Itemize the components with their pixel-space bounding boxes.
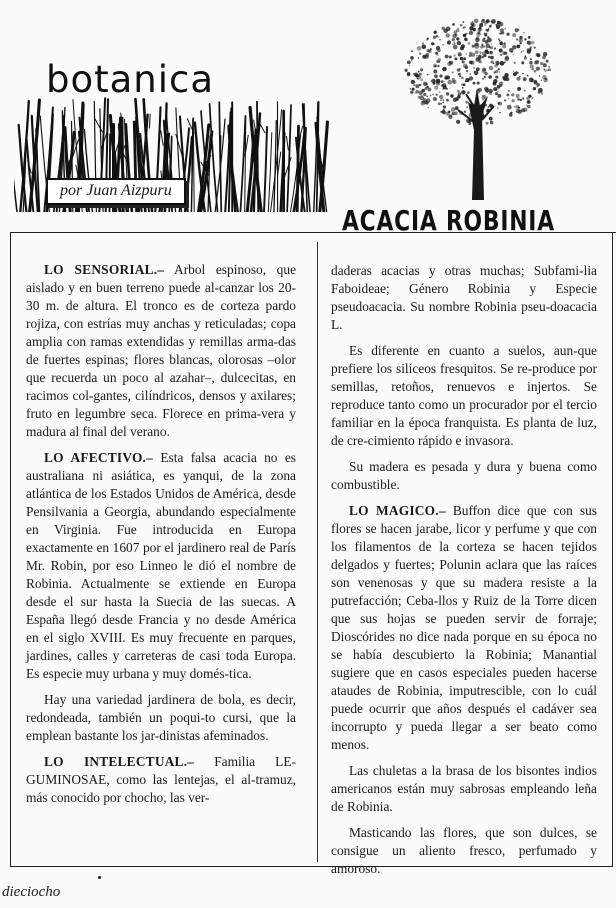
ink-dot	[98, 876, 101, 879]
frame-top-rule	[10, 232, 616, 233]
paragraph-variedad: Hay una variedad jardinera de bola, es decir, redondeada, también un poqui-to cursi, que la emplean bastante los jar-dinistas afeminados.	[26, 692, 296, 743]
byline: por Juan Aizpuru	[46, 178, 186, 205]
paragraph-suelos: Es diferente en cuanto a suelos, aun-que prefiere los silíceos fresquitos. Se re-produce por semillas, retoños, renuevos e injertos. Se reproduce tanto como un procurador por el tercio familiar en la época franquista. Es planta de luz, de cre-cimiento rápido e invasora.	[331, 343, 597, 448]
paragraph-magico	[331, 502, 597, 754]
paragraph-intelectual	[26, 753, 296, 807]
text-afectivo: Esta falsa acacia no es australiana ni asiática, es yanqui, de la zona atlántica de los Estados Unidos de América, desde Pensilvania a Georgia, abundando especialmente en Virginia. Fue introducida en Europa exactamente en 1607 por el jardinero real de París Mr. Robin, por eso Linneo le dió el nombre de Robinia. Actualmente se extiende en Europa desde el sur hasta la Suecia de las suecas. A España llegó desde Francia y no desde América en el siglo XVIII. Es muy frecuente en parques, jardines, calles y carreteras de casi toda Europa. Es especie muy urbana y muy domés-tica.	[26, 450, 296, 681]
paragraph-intelectual-cont: daderas acacias y otras muchas; Subfami-lia Faboideae; Género Robinia y Especie pseudoacacia. Su nombre Robinia pseu-doacacia L.	[331, 263, 597, 332]
section-title: botanica	[46, 58, 215, 101]
heading-magico: LO MAGICO.–	[349, 503, 446, 518]
article-title: ACACIA ROBINIA	[342, 204, 555, 237]
acacia-tree-illustration	[398, 10, 558, 200]
page-folio: dieciocho	[2, 884, 61, 900]
heading-sensorial: LO SENSORIAL.–	[44, 262, 165, 277]
text-intelectual: Familia LE-GUMINOSAE, como las lentejas, el al-tramuz, más conocido por chocho, las ver-	[26, 754, 296, 805]
paragraph-afectivo	[26, 449, 296, 683]
heading-intelectual: LO INTELECTUAL.–	[44, 754, 195, 769]
text-sensorial: Arbol espinoso, que aislado y en buen terreno puede al-canzar los 20-30 m. de altura. El tronco es de corteza pardo rojiza, con estrías muy anchas y reticuladas; copa amplia con ramas extendidas y remillas arma-das de fuertes espinas; flores blancas, olorosas –olor que recuerda un poco al azahar–, dulcecitas, en racimos col-gantes, cilíndricos, densos y axilares; fruto en legumbre seca. Florece en prima-vera y madura al final del verano.	[26, 262, 297, 439]
paragraph-sensorial	[26, 261, 296, 441]
right-column	[331, 262, 597, 886]
text-magico: Buffon dice que con sus flores se hacen jarabe, licor y perfume y que con los filamentos de la corteza se hacen tejidos delgados y fuertes; Polunin aclara que las raíces son venenosas y que su madera resiste a la putrefacción; Ceba-llos y Ruiz de la Torre dicen que sus hojas se pueden servir de forraje; Dioscórides no dice nada porque en su época no se había descubierto la Robinia; Manantial sugiere que en casos especiales pueden hacerse ataudes de Robinia, imputrescible, con lo cuál puede ocurrir que años después el cadáver sea incorrupto y pueda llegar a ser beato como menos.	[331, 503, 597, 752]
heading-afectivo: LO AFECTIVO.–	[44, 450, 153, 465]
frame-left-rule	[10, 232, 11, 866]
paragraph-flores: Masticando las flores, que son dulces, se consigue un aliento fresco, perfumado y amoroso.	[331, 825, 597, 876]
paragraph-madera: Su madera es pesada y dura y buena como combustible.	[331, 459, 597, 492]
column-divider	[317, 242, 318, 862]
left-column	[26, 261, 296, 815]
frame-right-rule	[612, 232, 613, 866]
paragraph-chuletas: Las chuletas a la brasa de los bisontes indios americanos están muy sabrosas empleando leña de Robinia.	[331, 763, 597, 814]
